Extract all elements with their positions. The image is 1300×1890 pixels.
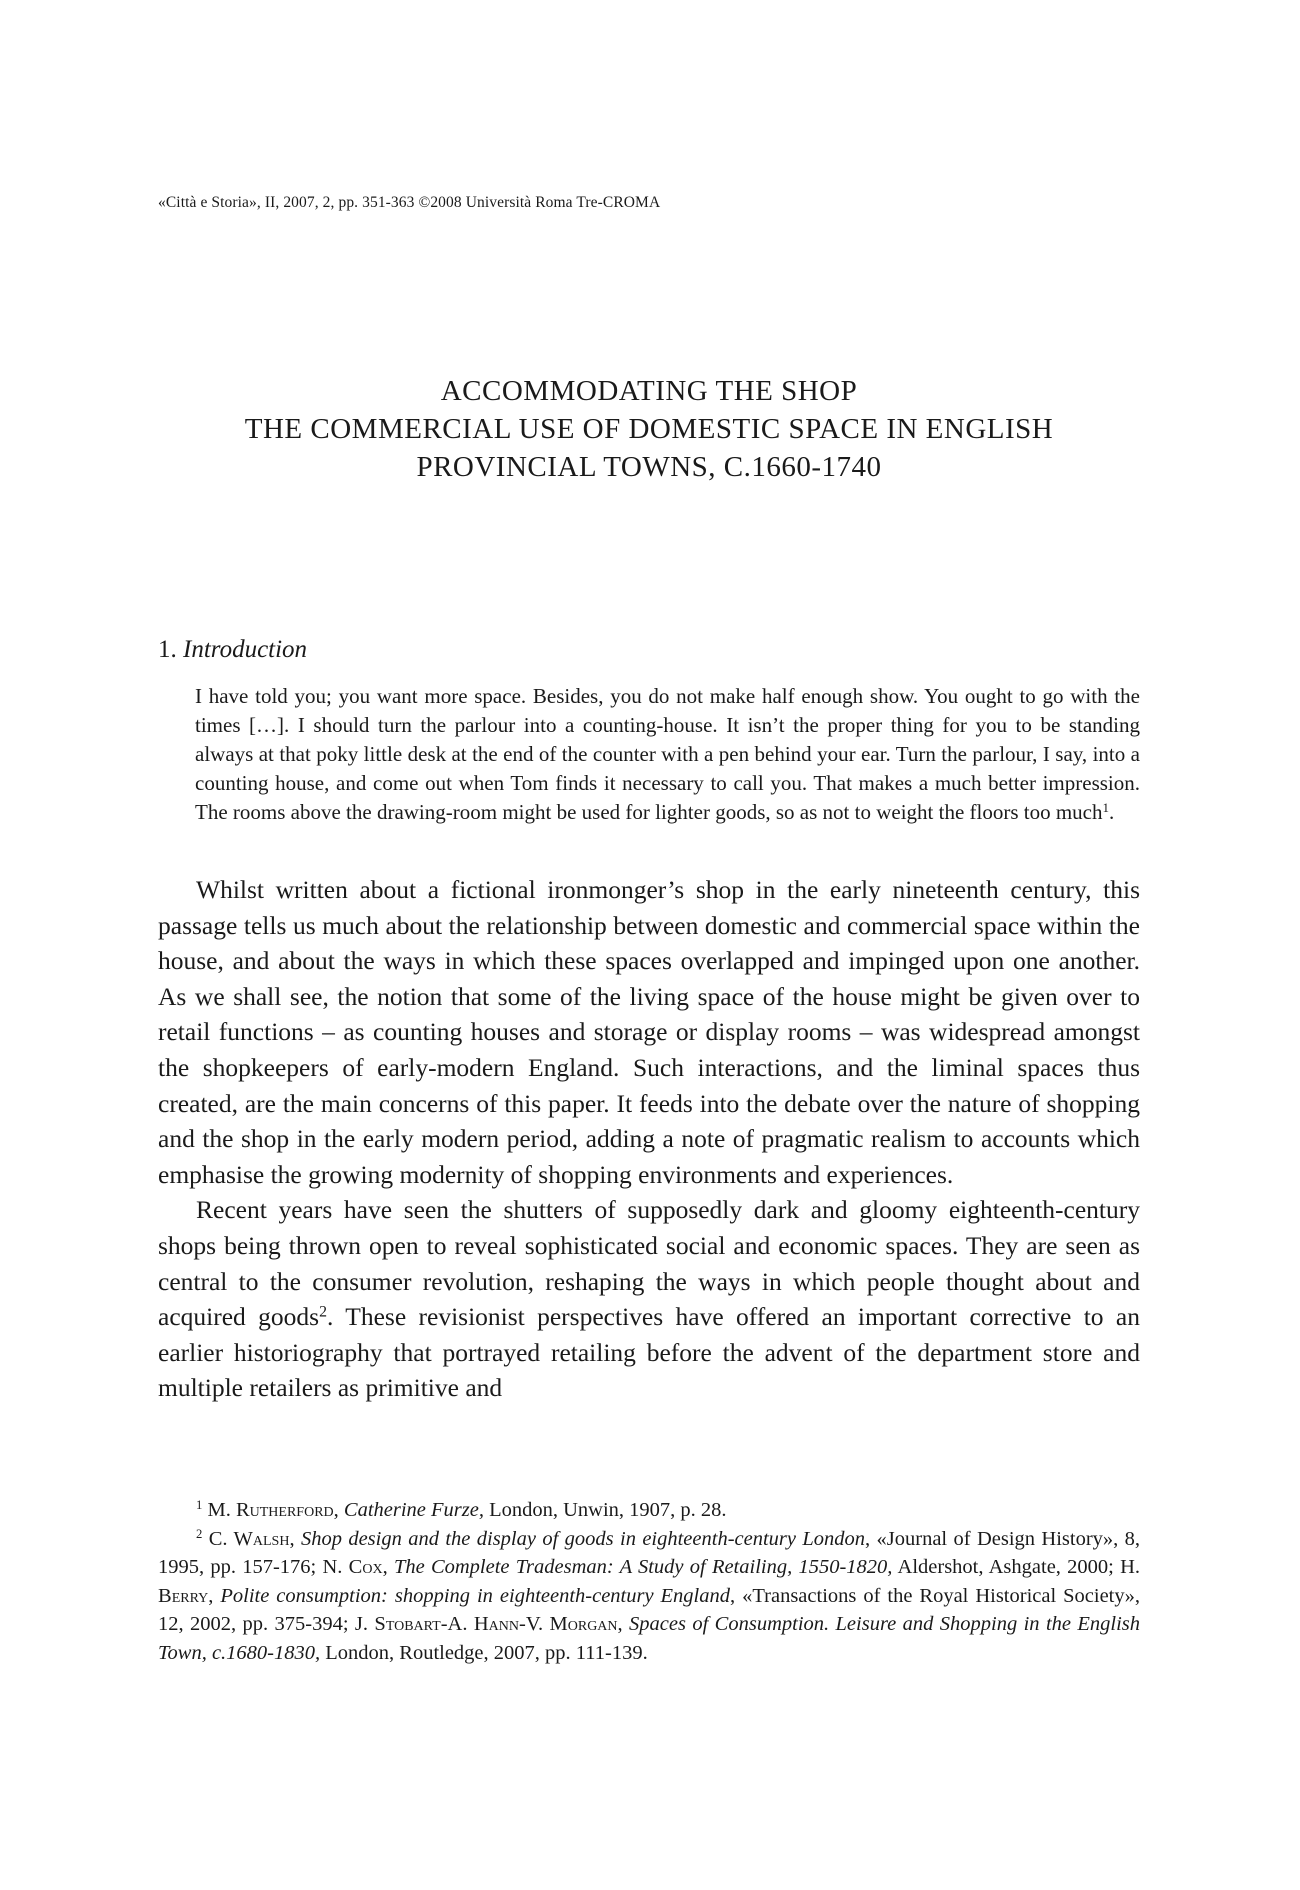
footnote-2-author-6-sc: organ bbox=[567, 1613, 618, 1635]
footnote-2-text-3: Aldershot, Ashgate, 2000; H. B bbox=[158, 1556, 1141, 1607]
paragraph-1: Whilst written about a fictional ironmonger’s shop in the early nineteenth century, this passage tells us much about the relationship between domestic and commercial space within the house, and about the ways in which these spaces overlapped and impinged upon one another. As we shall see, the notion that some of the living space of the house might be given over to retail functions – as counting houses and storage or display rooms – was widespread amongst the shopkeepers of early-modern England. Such interactions, and the liminal spaces thus created, are the main concerns of this paper. It feeds into the debate over the nature of shopping and the shop in the early modern period, adding a note of pragmatic realism to accounts which emphasise the growing modernity of shopping environments and experiences. bbox=[158, 875, 1140, 1189]
epigraph-end: . bbox=[1109, 800, 1115, 824]
footnote-1-title: Catherine Furze, bbox=[343, 1499, 484, 1521]
paragraph-2-part-a: Recent years have seen the shutters of supposedly dark and gloomy eighteenth-century shops being thrown open to reveal sophisticated social and economic spaces. They are seen as central to the consumer revolution, reshaping the ways in which people thought about and acquired goods bbox=[158, 1195, 1140, 1332]
footnote-2-text-2: , «Journal of Design History», 8, 1995, pp. 157-176; N. C bbox=[158, 1527, 1141, 1578]
paragraph-2-part-b: . These revisionist perspectives have offered an important corrective to an earlier historiography that portrayed retailing before the advent of the department store and multiple retailers as primitive and bbox=[158, 1302, 1140, 1403]
footnote-2-text-7: London, Routledge, 2007, pp. 111-139. bbox=[320, 1641, 648, 1664]
title-line-3: PROVINCIAL TOWNS, C.1660-1740 bbox=[416, 451, 882, 483]
footnote-2-title-1: Shop design and the display of goods in eighteenth-century London bbox=[300, 1527, 866, 1550]
footnote-1-number: 1 bbox=[196, 1498, 203, 1513]
section-title: Introduction bbox=[183, 636, 308, 663]
footnote-2-author-4-sc: tobart bbox=[385, 1613, 441, 1635]
footnote-ref-1[interactable]: 1 bbox=[1102, 799, 1110, 815]
footnote-2-title-3: Polite consumption: shopping in eighteenth-century England bbox=[220, 1584, 731, 1607]
footnote-2-text-5: -A. H bbox=[440, 1613, 489, 1635]
section-heading bbox=[158, 636, 307, 664]
epigraph-quote bbox=[195, 682, 1140, 827]
title-line-1: ACCOMMODATING THE SHOP bbox=[440, 375, 858, 407]
footnote-2: $^2$ C. Walsh, Shop design and the display of goods in eighteenth-century London, «Journal of Design History», 8, 1995, pp. 157-176; N. Cox, The Complete Tradesman: A Study of Retailing, 1550-1820, Aldershot, Ashgate, 2000; H. Berry, Polite consumption: shopping in eighteenth-century England, «Transactions of the Royal Historical Society», 12, 2002, pp. 375-394; J. Stobart-A. Hann-V. Morgan, Spaces of Consumption. Leisure and Shopping in the English Town, c.1680-1830, London, Routledge, 2007, pp. 111-139. bbox=[158, 1526, 1141, 1664]
article-title bbox=[158, 372, 1140, 486]
footnote-2-title-2: The Complete Tradesman: A Study of Retailing, 1550-1820, bbox=[393, 1556, 893, 1578]
footnote-1: $^1$ M. Rutherford, Catherine Furze, London, Unwin, 1907, p. 28. bbox=[196, 1498, 727, 1521]
footnote-2-text-6: -V. M bbox=[519, 1613, 568, 1635]
footnote-ref-2[interactable]: 2 bbox=[319, 1303, 327, 1321]
epigraph-text: I have told you; you want more space. Besides, you do not make half enough show. You ought to go with the times […]. I should turn the parlour into a counting-house. It isn’t the proper thing for you to be standing always at that poky little desk at the end of the counter with a pen behind your ear. Turn the parlour, I say, into a counting house, and come out when Tom finds it necessary to call you. That makes a much better impression. The rooms above the drawing-room might be used for lighter goods, so as not to weight the floors too much bbox=[195, 684, 1140, 824]
footnote-1-author: M. R bbox=[207, 1499, 250, 1521]
footnote-2-number: 2 bbox=[196, 1526, 203, 1541]
footnote-1-author-sc: utherford bbox=[249, 1499, 334, 1521]
paragraph-2 bbox=[158, 1192, 1140, 1406]
footnote-2-author-1-sc: alsh bbox=[252, 1527, 290, 1550]
footnotes bbox=[158, 1496, 1140, 1667]
footnote-2-author-2-sc: ox bbox=[362, 1556, 383, 1578]
footnote-2-author-5-sc: ann bbox=[488, 1613, 520, 1635]
section-number: 1. bbox=[158, 636, 177, 663]
footnote-2-text-4: , «Transactions of the Royal Historical Society», 12, 2002, pp. 375-394; J. S bbox=[158, 1584, 1140, 1635]
footnote-2-title-4: Spaces of Consumption. Leisure and Shopping in the English Town, c.1680-1830, bbox=[158, 1613, 1141, 1664]
footnote-1-rest: London, Unwin, 1907, p. 28. bbox=[483, 1499, 727, 1521]
footnote-2-author-3-sc: erry bbox=[171, 1584, 209, 1607]
title-line-2: THE COMMERCIAL USE OF DOMESTIC SPACE IN ENGLISH bbox=[244, 413, 1054, 445]
footnote-2-author-1: C. W bbox=[208, 1527, 253, 1550]
body-text bbox=[158, 872, 1140, 1406]
running-header: «Città e Storia», II, 2007, 2, pp. 351-363 ©2008 Università Roma Tre-CROMA bbox=[158, 194, 661, 211]
